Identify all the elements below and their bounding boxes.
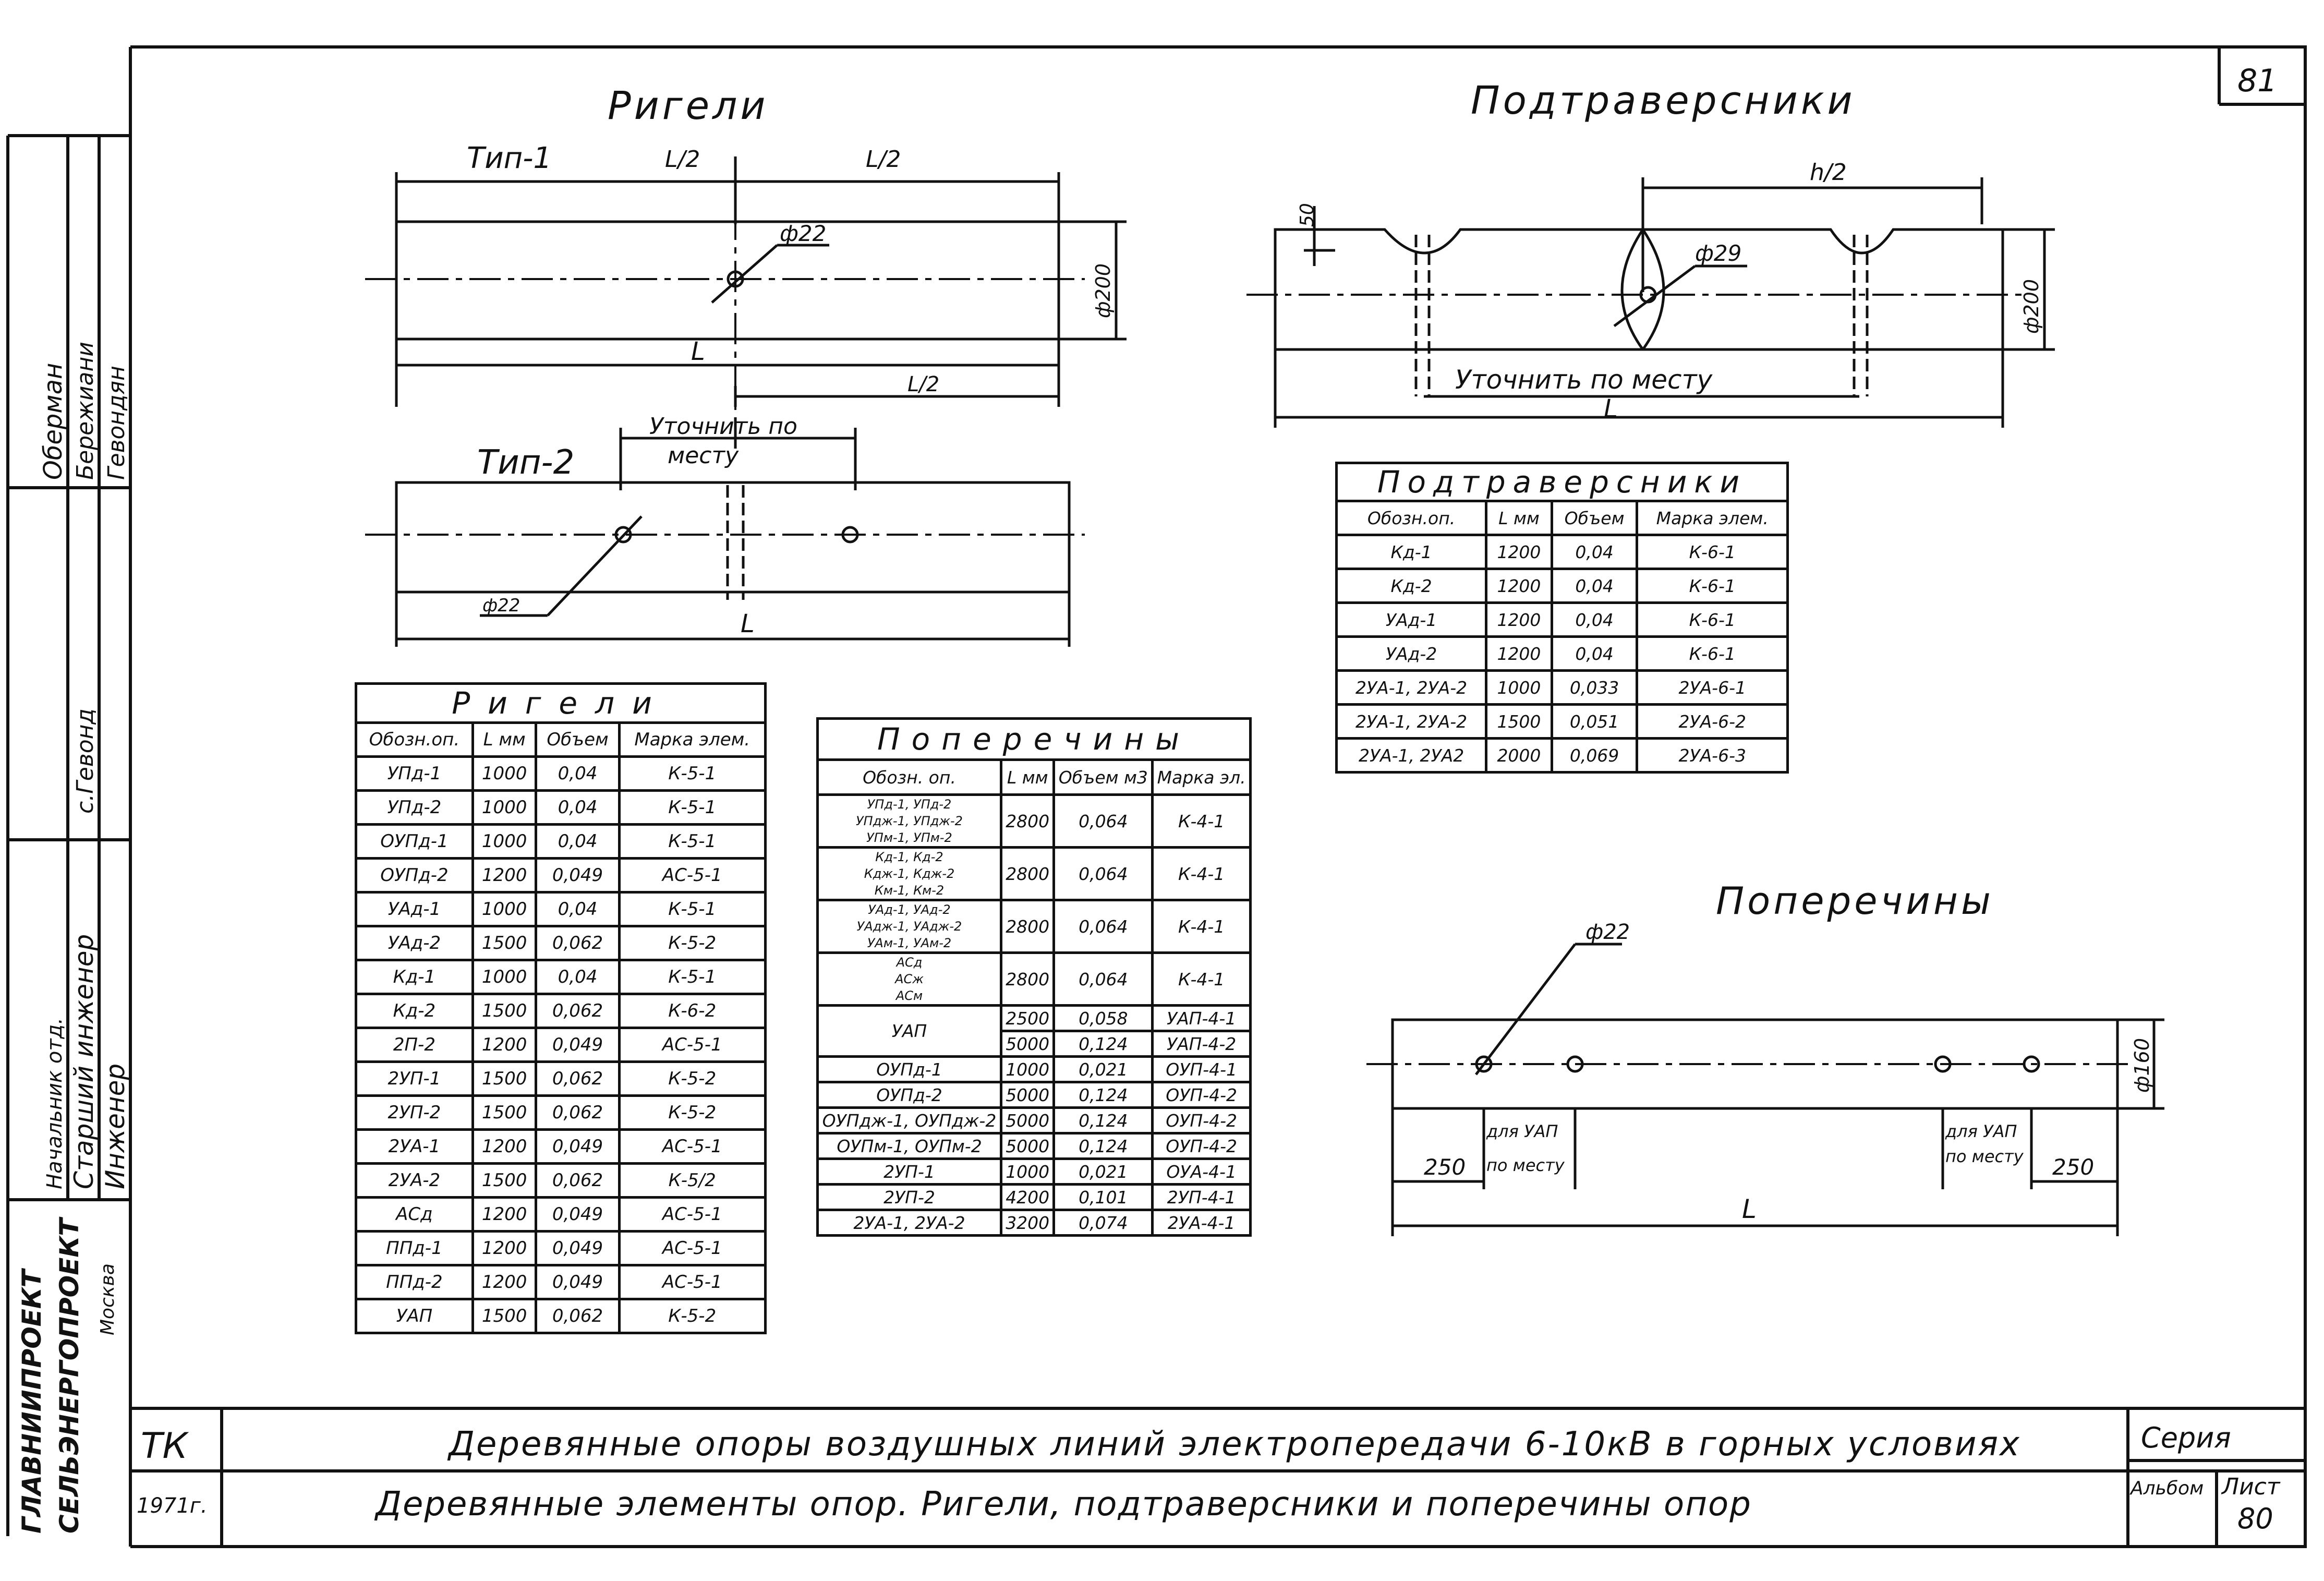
pop-cell-length: 2800 bbox=[1001, 848, 1054, 900]
pod-cell-length: 1200 bbox=[1486, 569, 1552, 603]
rigeli-cell-length: 1000 bbox=[473, 791, 536, 825]
pop-cell-designation: 2УП-2 bbox=[818, 1185, 1001, 1210]
pop-250-right: 250 bbox=[2052, 1154, 2095, 1180]
pop-cell-mark: К-4-1 bbox=[1153, 953, 1251, 1006]
table-row bbox=[818, 1133, 1251, 1159]
table-row bbox=[356, 1232, 766, 1265]
pop-designation-line: Кд-1, Кд-2 bbox=[875, 850, 943, 864]
pop-designation-line: Км-1, Км-2 bbox=[874, 883, 945, 898]
pop-cell-designation: ОУПд-2 bbox=[818, 1082, 1001, 1108]
table-row bbox=[356, 1062, 766, 1096]
pop-cell-designation-group bbox=[818, 795, 1001, 848]
pod-cell-designation: 2УА-1, 2УА-2 bbox=[1337, 671, 1486, 705]
pod-h-half: h/2 bbox=[1810, 159, 1847, 186]
stamp-title-1: Деревянные опоры воздушных линий электропередачи 6-10кВ в горных условиях bbox=[449, 1425, 2021, 1464]
rigeli-cell-mark: АС-5-1 bbox=[619, 1265, 766, 1299]
table-row bbox=[818, 795, 1251, 848]
pop-uap-left-2: по месту bbox=[1486, 1155, 1565, 1175]
pop-designation-line: Кдж-1, Кдж-2 bbox=[864, 866, 955, 881]
pop-cell-volume: 0,021 bbox=[1054, 1159, 1153, 1185]
pop-cell-volume: 0,064 bbox=[1054, 848, 1153, 900]
table-row bbox=[818, 900, 1251, 953]
pop-cell-volume: 0,124 bbox=[1054, 1082, 1153, 1108]
table-row bbox=[356, 1130, 766, 1164]
sidebar-role-2: Старший инженер bbox=[69, 934, 99, 1189]
pop-designation-line: УПдж-1, УПдж-2 bbox=[856, 814, 963, 828]
table-row bbox=[356, 1164, 766, 1198]
pod-cell-designation: Кд-2 bbox=[1337, 569, 1486, 603]
pop-cell-volume: 0,058 bbox=[1054, 1006, 1153, 1031]
podtraversniki-table bbox=[1335, 462, 1789, 774]
rigeli-cell-length: 1500 bbox=[473, 994, 536, 1028]
pop-cell-volume: 0,021 bbox=[1054, 1057, 1153, 1082]
pop-cell-volume: 0,101 bbox=[1054, 1185, 1153, 1210]
rigeli-cell-length: 1500 bbox=[473, 1062, 536, 1096]
rigeli-cell-length: 1200 bbox=[473, 1265, 536, 1299]
pop-cell-length: 2800 bbox=[1001, 795, 1054, 848]
poperechiny-table bbox=[816, 717, 1252, 1237]
pod-cell-volume: 0,04 bbox=[1552, 535, 1637, 569]
table-row bbox=[1337, 603, 1788, 637]
pod-cell-length: 1500 bbox=[1486, 705, 1552, 739]
rigeli-cell-designation: ОУПд-1 bbox=[356, 825, 473, 859]
pod-cell-designation: УАд-1 bbox=[1337, 603, 1486, 637]
pop-header-length: L мм bbox=[1001, 760, 1054, 795]
pod-cell-length: 2000 bbox=[1486, 739, 1552, 773]
pod-cell-volume: 0,04 bbox=[1552, 637, 1637, 671]
pop-cell-length: 5000 bbox=[1001, 1133, 1054, 1159]
pod-cell-mark: 2УА-6-3 bbox=[1637, 739, 1788, 773]
type1-label: Тип-1 bbox=[467, 141, 552, 175]
pod-cell-mark: К-6-1 bbox=[1637, 569, 1788, 603]
pop-cell-volume: 0,064 bbox=[1054, 795, 1153, 848]
pod-cell-volume: 0,04 bbox=[1552, 569, 1637, 603]
pop-cell-mark: ОУП-4-2 bbox=[1153, 1133, 1251, 1159]
rigeli-cell-mark: АС-5-1 bbox=[619, 1232, 766, 1265]
pop-cell-volume: 0,124 bbox=[1054, 1108, 1153, 1133]
sheet-number: 81 bbox=[2237, 63, 2278, 99]
rigeli-cell-length: 1500 bbox=[473, 1096, 536, 1130]
stamp-code: ТК bbox=[141, 1426, 188, 1467]
pod-table-caption: Подтраверсники bbox=[1337, 463, 1788, 501]
pop-uap-right-1: для УАП bbox=[1945, 1121, 2017, 1141]
pop-cell-length: 4200 bbox=[1001, 1185, 1054, 1210]
rigeli-cell-mark: АС-5-1 bbox=[619, 859, 766, 892]
rigeli-cell-mark: К-5-2 bbox=[619, 1299, 766, 1333]
rigeli-cell-mark: К-5-1 bbox=[619, 892, 766, 926]
type2-label: Тип-2 bbox=[477, 443, 575, 482]
pod-cell-volume: 0,04 bbox=[1552, 603, 1637, 637]
rigeli-cell-volume: 0,062 bbox=[536, 1299, 619, 1333]
rigeli-cell-mark: К-5-1 bbox=[619, 825, 766, 859]
pop-header-designation: Обозн. оп. bbox=[818, 760, 1001, 795]
type1-l-half-right: L/2 bbox=[866, 146, 901, 173]
type1-d22: ф22 bbox=[780, 221, 827, 246]
pop-cell-mark: ОУП-4-1 bbox=[1153, 1057, 1251, 1082]
table-row bbox=[356, 1028, 766, 1062]
stamp-title-2: Деревянные элементы опор. Ригели, подтраверсники и поперечины опор bbox=[376, 1485, 1752, 1524]
rigeli-header-length: L мм bbox=[473, 723, 536, 757]
pop-designation-line: АСд bbox=[896, 955, 923, 970]
podtraversnik-beam bbox=[1275, 230, 2003, 349]
stamp-sheet-label: Лист bbox=[2222, 1474, 2280, 1500]
table-row bbox=[1337, 535, 1788, 569]
pop-cell-designation: ОУПм-1, ОУПм-2 bbox=[818, 1133, 1001, 1159]
rigeli-header-designation: Обозн.оп. bbox=[356, 723, 473, 757]
rigeli-cell-volume: 0,04 bbox=[536, 757, 619, 791]
rigeli-cell-designation: Кд-1 bbox=[356, 960, 473, 994]
sidebar-org1: ГЛАВНИИПРОЕКТ bbox=[17, 1270, 47, 1534]
pod-clarify: Уточнить по месту bbox=[1455, 365, 1713, 395]
pop-cell-length: 5000 bbox=[1001, 1108, 1054, 1133]
pod-l: L bbox=[1604, 394, 1618, 424]
pod-header-designation: Обозн.оп. bbox=[1337, 501, 1486, 535]
rigeli-table-body bbox=[356, 757, 766, 1333]
pop-d160: ф160 bbox=[2131, 1037, 2153, 1093]
rigeli-cell-designation: ОУПд-2 bbox=[356, 859, 473, 892]
rigeli-cell-volume: 0,04 bbox=[536, 892, 619, 926]
rigeli-cell-mark: К-5/2 bbox=[619, 1164, 766, 1198]
pop-cell-volume: 0,124 bbox=[1054, 1133, 1153, 1159]
rigeli-header-mark: Марка элем. bbox=[619, 723, 766, 757]
rigeli-table bbox=[355, 682, 767, 1334]
pod-cell-designation: 2УА-1, 2УА2 bbox=[1337, 739, 1486, 773]
pop-designation-line: АСж bbox=[895, 972, 924, 986]
pod-cell-length: 1200 bbox=[1486, 637, 1552, 671]
type1-l-half-left: L/2 bbox=[665, 146, 700, 173]
rigeli-cell-length: 1000 bbox=[473, 825, 536, 859]
poperechiny-title: Поперечины bbox=[1716, 879, 1994, 923]
rigeli-cell-volume: 0,049 bbox=[536, 1130, 619, 1164]
pod-cell-mark: 2УА-6-2 bbox=[1637, 705, 1788, 739]
table-row bbox=[818, 1108, 1251, 1133]
rigeli-cell-volume: 0,062 bbox=[536, 1096, 619, 1130]
table-row bbox=[1337, 569, 1788, 603]
rigeli-cell-designation: Кд-2 bbox=[356, 994, 473, 1028]
rigeli-cell-volume: 0,04 bbox=[536, 791, 619, 825]
pop-cell-volume: 0,124 bbox=[1054, 1031, 1153, 1057]
rigeli-cell-length: 1500 bbox=[473, 1164, 536, 1198]
pop-cell-length: 5000 bbox=[1001, 1082, 1054, 1108]
rigeli-cell-volume: 0,049 bbox=[536, 1265, 619, 1299]
type2-l: L bbox=[741, 609, 755, 638]
rigeli-cell-designation: УАд-2 bbox=[356, 926, 473, 960]
rigeli-header-volume: Объем bbox=[536, 723, 619, 757]
table-row bbox=[818, 848, 1251, 900]
pop-designation-line: УАд-1, УАд-2 bbox=[868, 902, 951, 917]
stamp-year: 1971г. bbox=[137, 1494, 208, 1518]
table-row bbox=[356, 1096, 766, 1130]
pod-cell-length: 1200 bbox=[1486, 603, 1552, 637]
pod-header-length: L мм bbox=[1486, 501, 1552, 535]
pop-cell-length: 2800 bbox=[1001, 900, 1054, 953]
pod-cell-volume: 0,033 bbox=[1552, 671, 1637, 705]
type2-clarify-2: месту bbox=[668, 442, 739, 469]
table-row bbox=[356, 994, 766, 1028]
table-row bbox=[818, 1185, 1251, 1210]
pop-designation-line: УПд-1, УПд-2 bbox=[867, 797, 952, 812]
table-row bbox=[356, 825, 766, 859]
stamp-album: Альбом bbox=[2131, 1478, 2204, 1499]
pop-l: L bbox=[1742, 1194, 1757, 1224]
rigeli-cell-length: 1000 bbox=[473, 960, 536, 994]
rigeli-cell-volume: 0,049 bbox=[536, 1028, 619, 1062]
pod-header-mark: Марка элем. bbox=[1637, 501, 1788, 535]
rigeli-cell-volume: 0,062 bbox=[536, 1164, 619, 1198]
sidebar-role-3: Инженер bbox=[100, 1063, 130, 1189]
rigeli-cell-designation: УПд-1 bbox=[356, 757, 473, 791]
rigeli-cell-mark: К-6-2 bbox=[619, 994, 766, 1028]
pop-cell-length: 2800 bbox=[1001, 953, 1054, 1006]
rigeli-cell-designation: 2УП-2 bbox=[356, 1096, 473, 1130]
rigeli-cell-length: 1200 bbox=[473, 859, 536, 892]
rigeli-cell-designation: УПд-2 bbox=[356, 791, 473, 825]
type1-d200: ф200 bbox=[1092, 263, 1115, 318]
sidebar-org2: СЕЛЬЭНЕРГОПРОЕКТ bbox=[54, 1218, 84, 1534]
rigeli-cell-volume: 0,062 bbox=[536, 926, 619, 960]
table-row bbox=[1337, 637, 1788, 671]
table-row bbox=[818, 1210, 1251, 1236]
table-row bbox=[356, 791, 766, 825]
sidebar-role-1: Начальник отд. bbox=[43, 1017, 67, 1189]
type2-clarify-1: Уточнить по bbox=[649, 413, 797, 440]
pop-header-volume: Объем м3 bbox=[1054, 760, 1153, 795]
rigeli-cell-mark: АС-5-1 bbox=[619, 1028, 766, 1062]
type1-l: L bbox=[691, 337, 705, 366]
stamp-series: Серия bbox=[2141, 1421, 2231, 1454]
table-row bbox=[1337, 705, 1788, 739]
pop-cell-length: 1000 bbox=[1001, 1159, 1054, 1185]
rigeli-cell-length: 1200 bbox=[473, 1232, 536, 1265]
pop-designation-line: УАм-1, УАм-2 bbox=[867, 936, 952, 950]
pop-cell-designation: 2УП-1 bbox=[818, 1159, 1001, 1185]
rigeli-cell-length: 1500 bbox=[473, 1299, 536, 1333]
table-row bbox=[818, 1006, 1251, 1031]
pod-cell-length: 1000 bbox=[1486, 671, 1552, 705]
pop-table-caption: Поперечины bbox=[818, 719, 1251, 760]
pop-d22: ф22 bbox=[1585, 920, 1630, 944]
rigeli-cell-mark: АС-5-1 bbox=[619, 1130, 766, 1164]
rigeli-cell-mark: К-5-1 bbox=[619, 757, 766, 791]
rigeli-cell-designation: 2П-2 bbox=[356, 1028, 473, 1062]
pod-cell-designation: Кд-1 bbox=[1337, 535, 1486, 569]
pop-cell-designation: 2УА-1, 2УА-2 bbox=[818, 1210, 1001, 1236]
pod-cell-mark: 2УА-6-1 bbox=[1637, 671, 1788, 705]
pod-cell-mark: К-6-1 bbox=[1637, 535, 1788, 569]
pop-cell-designation-group bbox=[818, 900, 1001, 953]
pop-cell-mark: ОУП-4-2 bbox=[1153, 1082, 1251, 1108]
rigeli-cell-mark: К-5-2 bbox=[619, 1062, 766, 1096]
table-row bbox=[1337, 671, 1788, 705]
pod-cell-designation: УАд-2 bbox=[1337, 637, 1486, 671]
pod-cell-volume: 0,069 bbox=[1552, 739, 1637, 773]
rigeli-cell-designation: 2УП-1 bbox=[356, 1062, 473, 1096]
pop-designation-line: АСм bbox=[895, 988, 923, 1003]
table-row bbox=[818, 1057, 1251, 1082]
pod-cell-length: 1200 bbox=[1486, 535, 1552, 569]
sidebar-name-3: Гевондян bbox=[103, 366, 130, 480]
rigeli-cell-designation: АСд bbox=[356, 1198, 473, 1232]
rigeli-cell-designation: УАд-1 bbox=[356, 892, 473, 926]
sidebar-name-1: Оберман bbox=[39, 363, 68, 480]
rigeli-cell-designation: 2УА-1 bbox=[356, 1130, 473, 1164]
pop-cell-mark: К-4-1 bbox=[1153, 795, 1251, 848]
table-row bbox=[818, 1159, 1251, 1185]
rigeli-cell-designation: 2УА-2 bbox=[356, 1164, 473, 1198]
pop-cell-mark: УАП-4-1 bbox=[1153, 1006, 1251, 1031]
rigeli-cell-mark: К-5-1 bbox=[619, 960, 766, 994]
sidebar-name-2: Бережиани bbox=[72, 342, 99, 480]
table-row bbox=[356, 1198, 766, 1232]
rigeli-cell-designation: ППд-2 bbox=[356, 1265, 473, 1299]
rigeli-cell-length: 1500 bbox=[473, 926, 536, 960]
pop-uap-right-2: по месту bbox=[1945, 1146, 2024, 1166]
rigeli-cell-mark: К-5-2 bbox=[619, 1096, 766, 1130]
pop-cell-designation-group bbox=[818, 953, 1001, 1006]
table-row bbox=[356, 892, 766, 926]
rigeli-cell-length: 1200 bbox=[473, 1130, 536, 1164]
pop-designation-line: УПм-1, УПм-2 bbox=[866, 830, 952, 845]
pop-cell-designation: УАП bbox=[818, 1006, 1001, 1057]
sidebar-city: Москва bbox=[97, 1263, 118, 1335]
pop-cell-volume: 0,064 bbox=[1054, 953, 1153, 1006]
rigeli-cell-mark: АС-5-1 bbox=[619, 1198, 766, 1232]
pop-table-body bbox=[818, 795, 1251, 1236]
rigeli-cell-volume: 0,062 bbox=[536, 994, 619, 1028]
table-row bbox=[818, 1082, 1251, 1108]
pod-cell-mark: К-6-1 bbox=[1637, 603, 1788, 637]
table-row bbox=[818, 953, 1251, 1006]
table-row bbox=[356, 926, 766, 960]
table-row bbox=[356, 1299, 766, 1333]
rigeli-cell-designation: УАП bbox=[356, 1299, 473, 1333]
pop-cell-length: 1000 bbox=[1001, 1057, 1054, 1082]
pop-250-left: 250 bbox=[1424, 1154, 1466, 1180]
table-row bbox=[356, 1265, 766, 1299]
pod-cell-mark: К-6-1 bbox=[1637, 637, 1788, 671]
pop-cell-volume: 0,064 bbox=[1054, 900, 1153, 953]
pod-table-body bbox=[1337, 535, 1788, 773]
sidebar-sign: с.Гевонд bbox=[72, 708, 99, 814]
pop-cell-mark: УАП-4-2 bbox=[1153, 1031, 1251, 1057]
pop-uap-left-1: для УАП bbox=[1486, 1121, 1558, 1141]
pod-cell-volume: 0,051 bbox=[1552, 705, 1637, 739]
rigeli-cell-volume: 0,049 bbox=[536, 1198, 619, 1232]
rigeli-cell-volume: 0,049 bbox=[536, 1232, 619, 1265]
table-row bbox=[356, 859, 766, 892]
table-row bbox=[356, 960, 766, 994]
pop-cell-mark: ОУП-4-2 bbox=[1153, 1108, 1251, 1133]
rigeli-cell-volume: 0,04 bbox=[536, 825, 619, 859]
rigel-type2-beam bbox=[396, 482, 1069, 592]
pop-cell-designation: ОУПдж-1, ОУПдж-2 bbox=[818, 1108, 1001, 1133]
type1-l-half-bottom: L/2 bbox=[907, 372, 940, 396]
pop-header-mark: Марка эл. bbox=[1153, 760, 1251, 795]
pod-d200: ф200 bbox=[2020, 279, 2043, 334]
table-row bbox=[356, 757, 766, 791]
rigeli-cell-volume: 0,062 bbox=[536, 1062, 619, 1096]
table-row bbox=[1337, 739, 1788, 773]
pod-d29: ф29 bbox=[1695, 240, 1742, 266]
pop-cell-designation: ОУПд-1 bbox=[818, 1057, 1001, 1082]
rigeli-cell-mark: К-5-1 bbox=[619, 791, 766, 825]
rigeli-cell-volume: 0,049 bbox=[536, 859, 619, 892]
rigeli-cell-length: 1200 bbox=[473, 1198, 536, 1232]
rigeli-cell-length: 1000 bbox=[473, 757, 536, 791]
pod-r50: 50 bbox=[1297, 203, 1318, 227]
pop-cell-mark: ОУА-4-1 bbox=[1153, 1159, 1251, 1185]
podtraversniki-title: Подтраверсники bbox=[1471, 78, 1856, 123]
pop-cell-length: 5000 bbox=[1001, 1031, 1054, 1057]
pop-cell-mark: К-4-1 bbox=[1153, 900, 1251, 953]
pop-cell-length: 3200 bbox=[1001, 1210, 1054, 1236]
rigeli-cell-volume: 0,04 bbox=[536, 960, 619, 994]
rigeli-cell-length: 1200 bbox=[473, 1028, 536, 1062]
rigeli-title: Ригели bbox=[608, 83, 769, 128]
pod-cell-designation: 2УА-1, 2УА-2 bbox=[1337, 705, 1486, 739]
type2-d22: ф22 bbox=[482, 595, 521, 616]
rigeli-cell-length: 1000 bbox=[473, 892, 536, 926]
stamp-sheet-value: 80 bbox=[2237, 1502, 2273, 1535]
pop-cell-volume: 0,074 bbox=[1054, 1210, 1153, 1236]
pop-cell-mark: К-4-1 bbox=[1153, 848, 1251, 900]
pop-cell-mark: 2УП-4-1 bbox=[1153, 1185, 1251, 1210]
pop-cell-designation-group bbox=[818, 848, 1001, 900]
rigeli-table-caption: Ригели bbox=[356, 684, 766, 723]
pop-cell-mark: 2УА-4-1 bbox=[1153, 1210, 1251, 1236]
rigeli-cell-designation: ППд-1 bbox=[356, 1232, 473, 1265]
rigeli-cell-mark: К-5-2 bbox=[619, 926, 766, 960]
pop-designation-line: УАдж-1, УАдж-2 bbox=[856, 919, 962, 934]
pod-header-volume: Объем bbox=[1552, 501, 1637, 535]
pop-cell-length: 2500 bbox=[1001, 1006, 1054, 1031]
